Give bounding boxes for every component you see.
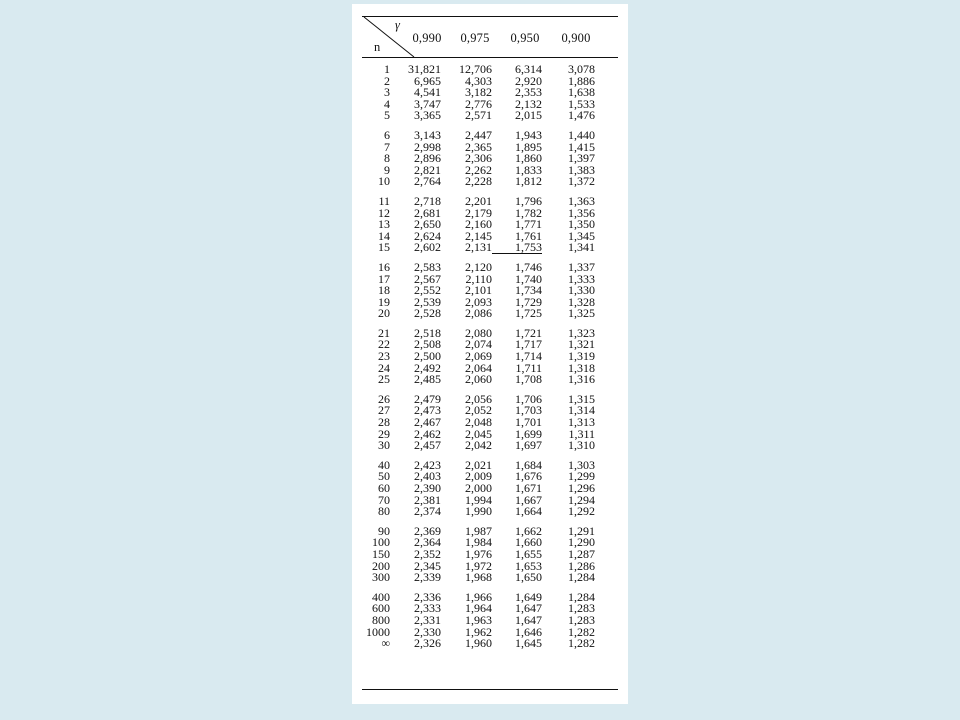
value-cell-0950: 2,132 xyxy=(515,96,542,111)
value-cell-0990: 3,143 xyxy=(414,127,441,142)
value-cell-0975: 1,962 xyxy=(465,624,492,639)
value-cell-0900: 1,350 xyxy=(568,217,595,232)
value-cell-0950: 1,717 xyxy=(515,337,542,352)
value-cell-0990: 2,602 xyxy=(414,240,441,255)
value-cell-0950: 1,697 xyxy=(515,438,542,453)
value-cell-0990: 2,718 xyxy=(414,193,441,208)
row-n-cell: 100 xyxy=(372,535,390,550)
value-cell-0990: 2,624 xyxy=(414,228,441,243)
value-cell-0900: 1,287 xyxy=(568,546,595,561)
row-n-cell: 70 xyxy=(378,492,390,507)
row-n-cell: 9 xyxy=(384,162,390,177)
table-row xyxy=(352,308,628,320)
row-n-cell: 1 xyxy=(384,62,390,76)
value-cell-0975: 2,365 xyxy=(465,139,492,154)
row-n-cell: 19 xyxy=(378,294,390,309)
value-cell-0900: 1,363 xyxy=(568,193,595,208)
bottom-rule xyxy=(362,689,618,690)
value-cell-0900: 1,533 xyxy=(568,96,595,111)
row-n-cell: 18 xyxy=(378,283,390,298)
column-header: 0,950 xyxy=(510,31,540,45)
value-cell-0975: 3,182 xyxy=(465,85,492,100)
value-cell-0990: 2,336 xyxy=(414,589,441,604)
value-cell-0900: 1,310 xyxy=(568,438,595,453)
row-group xyxy=(352,523,628,585)
value-cell-0900: 1,283 xyxy=(568,601,595,616)
value-cell-0990: 2,492 xyxy=(414,360,441,375)
value-cell-0950: 2,920 xyxy=(515,73,542,88)
value-cell-0950: 1,655 xyxy=(515,546,542,561)
value-cell-0950: 1,650 xyxy=(515,570,542,585)
value-cell-0975: 2,021 xyxy=(465,457,492,472)
value-cell-0950: 1,653 xyxy=(515,558,542,573)
value-cell-0990: 2,500 xyxy=(414,349,441,364)
value-cell-0950: 1,647 xyxy=(515,612,542,627)
value-cell-0990: 31,821 xyxy=(408,62,441,76)
value-cell-0900: 1,316 xyxy=(568,372,595,387)
value-cell-0900: 1,476 xyxy=(568,108,595,123)
row-n-cell: 7 xyxy=(384,139,390,154)
value-cell-0975: 2,145 xyxy=(465,228,492,243)
value-cell-0975: 2,262 xyxy=(465,162,492,177)
table-row xyxy=(352,110,628,122)
row-n-cell: 14 xyxy=(378,228,390,243)
value-cell-0990: 2,369 xyxy=(414,523,441,538)
value-cell-0950: 1,943 xyxy=(515,127,542,142)
row-n-cell: 23 xyxy=(378,349,390,364)
row-n-cell: 8 xyxy=(384,151,390,166)
value-cell-0950: 1,660 xyxy=(515,535,542,550)
row-n-cell: 400 xyxy=(372,589,390,604)
value-cell-0900: 1,284 xyxy=(568,570,595,585)
row-n-cell: 21 xyxy=(378,325,390,340)
table-page xyxy=(352,4,628,704)
value-cell-0975: 1,990 xyxy=(465,504,492,519)
value-cell-0990: 2,352 xyxy=(414,546,441,561)
value-cell-0975: 2,571 xyxy=(465,108,492,123)
row-n-cell: 16 xyxy=(378,259,390,274)
value-cell-0975: 2,045 xyxy=(465,426,492,441)
table-row xyxy=(352,176,628,188)
value-cell-0990: 4,541 xyxy=(414,85,441,100)
value-cell-0950: 6,314 xyxy=(515,62,542,76)
row-n-cell: 13 xyxy=(378,217,390,232)
value-cell-0950: 1,729 xyxy=(515,294,542,309)
value-cell-0900: 1,345 xyxy=(568,228,595,243)
row-n-cell: 1000 xyxy=(366,624,390,639)
value-cell-0900: 1,638 xyxy=(568,85,595,100)
value-cell-0950: 1,684 xyxy=(515,457,542,472)
row-group xyxy=(352,391,628,453)
value-cell-0950: 1,734 xyxy=(515,283,542,298)
value-cell-0990: 2,467 xyxy=(414,415,441,430)
value-cell-0975: 2,179 xyxy=(465,205,492,220)
value-cell-0990: 2,326 xyxy=(414,636,441,651)
value-cell-0975: 2,056 xyxy=(465,391,492,406)
value-cell-0950: 1,746 xyxy=(515,259,542,274)
value-cell-0975: 2,776 xyxy=(465,96,492,111)
table-row xyxy=(352,506,628,518)
value-cell-0900: 1,321 xyxy=(568,337,595,352)
table-row xyxy=(352,440,628,452)
value-cell-0990: 2,650 xyxy=(414,217,441,232)
value-cell-0900: 1,337 xyxy=(568,259,595,274)
value-cell-0900: 1,291 xyxy=(568,523,595,538)
value-cell-0950: 1,895 xyxy=(515,139,542,154)
value-cell-0975: 2,110 xyxy=(465,271,492,286)
value-cell-0900: 1,284 xyxy=(568,589,595,604)
value-cell-0990: 2,403 xyxy=(414,469,441,484)
row-n-cell: 60 xyxy=(378,481,390,495)
value-cell-0950: 1,771 xyxy=(515,217,542,232)
value-cell-0900: 1,313 xyxy=(568,415,595,430)
value-cell-0950: 1,753 xyxy=(492,242,542,254)
row-n-cell: 600 xyxy=(372,601,390,616)
value-cell-0975: 2,447 xyxy=(465,127,492,142)
value-cell-0900: 1,294 xyxy=(568,492,595,507)
value-cell-0975: 1,972 xyxy=(465,558,492,573)
row-group xyxy=(352,193,628,255)
value-cell-0900: 3,078 xyxy=(568,62,595,76)
row-n-cell: 22 xyxy=(378,337,390,352)
table-row xyxy=(352,242,628,254)
value-cell-0990: 2,998 xyxy=(414,139,441,154)
row-n-cell: 3 xyxy=(384,85,390,100)
value-cell-0900: 1,328 xyxy=(568,294,595,309)
value-cell-0990: 2,821 xyxy=(414,162,441,177)
row-n-cell: 5 xyxy=(384,108,390,123)
n-label: n xyxy=(374,40,381,54)
table-row xyxy=(352,374,628,386)
value-cell-0975: 2,000 xyxy=(465,481,492,495)
value-cell-0900: 1,330 xyxy=(568,283,595,298)
value-cell-0900: 1,311 xyxy=(568,426,595,441)
value-cell-0900: 1,356 xyxy=(568,205,595,220)
value-cell-0950: 1,667 xyxy=(515,492,542,507)
value-cell-0900: 1,282 xyxy=(568,636,595,651)
value-cell-0900: 1,397 xyxy=(568,151,595,166)
value-cell-0950: 1,706 xyxy=(515,391,542,406)
table-row xyxy=(352,572,628,584)
value-cell-0990: 2,485 xyxy=(414,372,441,387)
table-body xyxy=(352,64,628,658)
value-cell-0990: 2,479 xyxy=(414,391,441,406)
value-cell-0900: 1,314 xyxy=(568,403,595,418)
value-cell-0900: 1,323 xyxy=(568,325,595,340)
row-n-cell: 25 xyxy=(378,372,390,387)
value-cell-0975: 2,069 xyxy=(465,349,492,364)
value-cell-0990: 2,539 xyxy=(414,294,441,309)
row-n-cell: 30 xyxy=(378,438,390,453)
row-n-cell: 300 xyxy=(372,570,390,585)
value-cell-0975: 1,984 xyxy=(465,535,492,550)
value-cell-0975: 1,987 xyxy=(465,523,492,538)
value-cell-0990: 2,423 xyxy=(414,457,441,472)
row-n-cell: 80 xyxy=(378,504,390,519)
value-cell-0975: 2,120 xyxy=(465,259,492,274)
value-cell-0950: 1,812 xyxy=(515,174,542,189)
value-cell-0950: 1,703 xyxy=(515,403,542,418)
value-cell-0950: 1,662 xyxy=(515,523,542,538)
value-cell-0975: 2,306 xyxy=(465,151,492,166)
value-cell-0950: 1,860 xyxy=(515,151,542,166)
value-cell-0975: 1,976 xyxy=(465,546,492,561)
value-cell-0990: 2,528 xyxy=(414,306,441,321)
value-cell-0975: 2,201 xyxy=(465,193,492,208)
value-cell-0950: 1,647 xyxy=(515,601,542,616)
value-cell-0990: 2,333 xyxy=(414,601,441,616)
row-n-cell: 150 xyxy=(372,546,390,561)
row-n-cell: 800 xyxy=(372,612,390,627)
value-cell-0900: 1,303 xyxy=(568,457,595,472)
value-cell-0990: 2,374 xyxy=(414,504,441,519)
row-group xyxy=(352,127,628,189)
value-cell-0990: 2,462 xyxy=(414,426,441,441)
value-cell-0950: 2,015 xyxy=(515,108,542,123)
value-cell-0950: 1,740 xyxy=(515,271,542,286)
row-n-cell: 26 xyxy=(378,391,390,406)
row-n-cell: 24 xyxy=(378,360,390,375)
value-cell-0900: 1,282 xyxy=(568,624,595,639)
value-cell-0950: 1,645 xyxy=(515,636,542,651)
gamma-label: γ xyxy=(395,18,401,32)
row-group xyxy=(352,589,628,651)
value-cell-0900: 1,315 xyxy=(568,391,595,406)
row-n-cell: 4 xyxy=(384,96,390,111)
value-cell-0990: 2,518 xyxy=(414,325,441,340)
value-cell-0975: 2,074 xyxy=(465,337,492,352)
value-cell-0950: 1,646 xyxy=(515,624,542,639)
value-cell-0975: 1,960 xyxy=(465,636,492,651)
row-n-cell: 20 xyxy=(378,306,390,321)
value-cell-0975: 2,009 xyxy=(465,469,492,484)
value-cell-0900: 1,296 xyxy=(568,481,595,495)
value-cell-0990: 2,331 xyxy=(414,612,441,627)
value-cell-0950: 1,782 xyxy=(515,205,542,220)
value-cell-0900: 1,325 xyxy=(568,306,595,321)
value-cell-0975: 2,052 xyxy=(465,403,492,418)
table-row xyxy=(352,638,628,650)
value-cell-0950: 1,761 xyxy=(515,228,542,243)
value-cell-0950: 1,676 xyxy=(515,469,542,484)
value-cell-0950: 1,649 xyxy=(515,589,542,604)
column-header: 0,975 xyxy=(460,31,490,45)
value-cell-0975: 1,964 xyxy=(465,601,492,616)
value-cell-0990: 3,365 xyxy=(414,108,441,123)
value-cell-0990: 2,552 xyxy=(414,283,441,298)
value-cell-0975: 2,080 xyxy=(465,325,492,340)
row-n-cell: ∞ xyxy=(381,636,390,651)
value-cell-0990: 2,473 xyxy=(414,403,441,418)
value-cell-0950: 1,708 xyxy=(515,372,542,387)
value-cell-0975: 2,101 xyxy=(465,283,492,298)
row-group xyxy=(352,259,628,321)
row-n-cell: 200 xyxy=(372,558,390,573)
row-n-cell: 50 xyxy=(378,469,390,484)
value-cell-0950: 1,711 xyxy=(515,360,542,375)
value-cell-0990: 2,381 xyxy=(414,492,441,507)
value-cell-0975: 2,093 xyxy=(465,294,492,309)
value-cell-0900: 1,415 xyxy=(568,139,595,154)
value-cell-0975: 2,042 xyxy=(465,438,492,453)
value-cell-0990: 2,457 xyxy=(414,438,441,453)
value-cell-0950: 2,353 xyxy=(515,85,542,100)
row-n-cell: 29 xyxy=(378,426,390,441)
value-cell-0990: 2,567 xyxy=(414,271,441,286)
value-cell-0900: 1,286 xyxy=(568,558,595,573)
header-rule xyxy=(362,57,618,58)
value-cell-0975: 2,060 xyxy=(465,372,492,387)
row-n-cell: 90 xyxy=(378,523,390,538)
row-n-cell: 2 xyxy=(384,73,390,88)
row-n-cell: 27 xyxy=(378,403,390,418)
row-n-cell: 12 xyxy=(378,205,390,220)
value-cell-0990: 2,508 xyxy=(414,337,441,352)
value-cell-0975: 1,963 xyxy=(465,612,492,627)
value-cell-0990: 3,747 xyxy=(414,96,441,111)
value-cell-0975: 1,994 xyxy=(465,492,492,507)
value-cell-0990: 2,583 xyxy=(414,259,441,274)
value-cell-0900: 1,333 xyxy=(568,271,595,286)
value-cell-0950: 1,699 xyxy=(515,426,542,441)
value-cell-0990: 2,345 xyxy=(414,558,441,573)
value-cell-0950: 1,725 xyxy=(515,306,542,321)
value-cell-0950: 1,721 xyxy=(515,325,542,340)
value-cell-0975: 2,228 xyxy=(465,174,492,189)
value-cell-0950: 1,796 xyxy=(515,193,542,208)
value-cell-0900: 1,440 xyxy=(568,127,595,142)
column-header: 0,990 xyxy=(412,31,442,45)
value-cell-0900: 1,319 xyxy=(568,349,595,364)
value-cell-0950: 1,664 xyxy=(515,504,542,519)
value-cell-0900: 1,383 xyxy=(568,162,595,177)
row-n-cell: 11 xyxy=(378,193,390,208)
value-cell-0975: 2,048 xyxy=(465,415,492,430)
value-cell-0990: 2,364 xyxy=(414,535,441,550)
value-cell-0900: 1,283 xyxy=(568,612,595,627)
value-cell-0950: 1,833 xyxy=(515,162,542,177)
row-group xyxy=(352,325,628,387)
value-cell-0900: 1,886 xyxy=(568,73,595,88)
value-cell-0990: 2,390 xyxy=(414,481,441,495)
value-cell-0900: 1,299 xyxy=(568,469,595,484)
row-n-cell: 15 xyxy=(378,240,390,255)
row-n-cell: 17 xyxy=(378,271,390,286)
row-n-cell: 28 xyxy=(378,415,390,430)
value-cell-0900: 1,292 xyxy=(568,504,595,519)
value-cell-0900: 1,372 xyxy=(568,174,595,189)
row-group xyxy=(352,457,628,519)
value-cell-0975: 4,303 xyxy=(465,73,492,88)
row-n-cell: 10 xyxy=(378,174,390,189)
value-cell-0990: 2,681 xyxy=(414,205,441,220)
value-cell-0990: 2,764 xyxy=(414,174,441,189)
value-cell-0950: 1,714 xyxy=(515,349,542,364)
row-group xyxy=(352,64,628,122)
column-header: 0,900 xyxy=(561,31,591,45)
value-cell-0900: 1,290 xyxy=(568,535,595,550)
value-cell-0975: 2,131 xyxy=(465,240,492,255)
value-cell-0975: 1,966 xyxy=(465,589,492,604)
value-cell-0900: 1,341 xyxy=(568,240,595,255)
row-n-cell: 6 xyxy=(384,127,390,142)
value-cell-0950: 1,671 xyxy=(515,481,542,495)
value-cell-0990: 2,339 xyxy=(414,570,441,585)
value-cell-0975: 2,064 xyxy=(465,360,492,375)
value-cell-0975: 1,968 xyxy=(465,570,492,585)
value-cell-0990: 2,330 xyxy=(414,624,441,639)
value-cell-0975: 12,706 xyxy=(459,62,492,76)
value-cell-0990: 6,965 xyxy=(414,73,441,88)
value-cell-0975: 2,086 xyxy=(465,306,492,321)
value-cell-0900: 1,318 xyxy=(568,360,595,375)
value-cell-0975: 2,160 xyxy=(465,217,492,232)
value-cell-0950: 1,701 xyxy=(515,415,542,430)
value-cell-0990: 2,896 xyxy=(414,151,441,166)
row-n-cell: 40 xyxy=(378,457,390,472)
